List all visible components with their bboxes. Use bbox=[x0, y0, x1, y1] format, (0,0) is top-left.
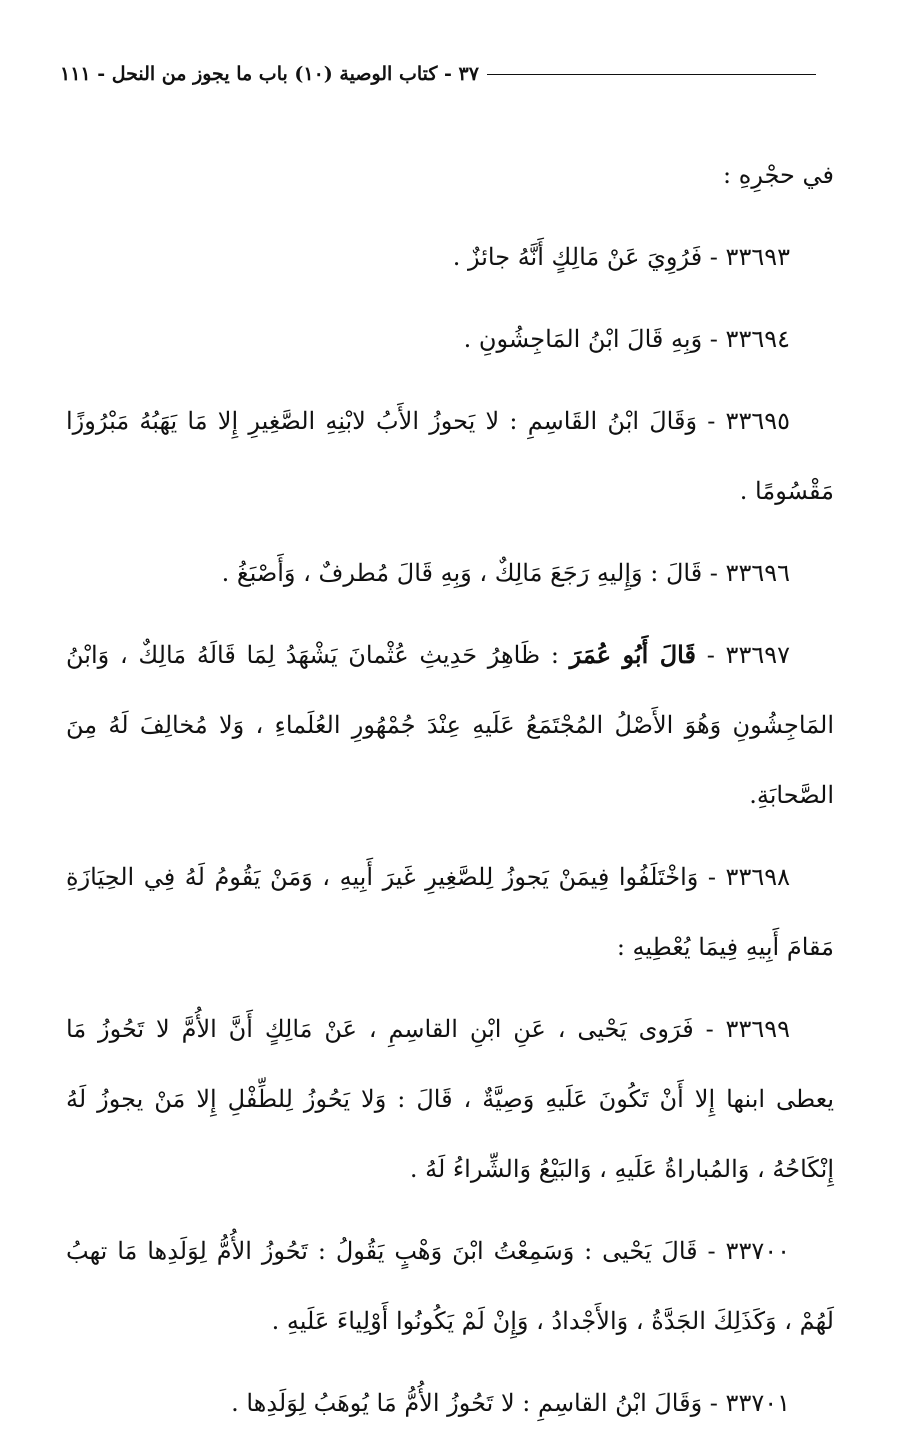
header-rule bbox=[487, 74, 816, 75]
paragraph-intro bbox=[66, 140, 834, 210]
paragraph-text: ٣٣٦٩٦ - قَالَ : وَإِليهِ رَجَعَ مَالِكٌ ، وَبِهِ قَالَ مُطرفٌ ، وَأَصْبَغُ . bbox=[221, 559, 790, 587]
paragraph-text: ٣٣٦٩٥ - وَقَالَ ابْنُ القَاسِمِ : لا يَحوزُ الأَبُ لابْنِهِ الصَّغِيرِ إِلا مَا يَهَبُهُ مَبْرُوزًا مَقْسُومًا . bbox=[66, 407, 834, 505]
paragraph-33700 bbox=[66, 1216, 834, 1356]
paragraph-text: في حجْرِهِ : bbox=[723, 161, 834, 189]
paragraph-text: ٣٣٧٠١ - وَقَالَ ابْنُ القاسِمِ : لا تَحُوزُ الأُمُّ مَا يُوهَبُ لِوَلَدِها . bbox=[231, 1389, 790, 1417]
paragraph-33698 bbox=[66, 842, 834, 982]
paragraph-33694 bbox=[66, 304, 834, 374]
paragraph-text: ٣٣٦٩٨ - وَاخْتَلَفُوا فِيمَنْ يَجوزُ لِلصَّغِيرِ غَيرَ أَبِيهِ ، وَمَنْ يَقُومُ لَهُ فِي الحِيَازَةِ مَقامَ أَبِيهِ فِيمَا يُعْطِيهِ : bbox=[66, 863, 834, 961]
paragraph-text: ٣٣٦٩٤ - وَبِهِ قَالَ ابْنُ المَاجِشُونِ . bbox=[463, 325, 790, 353]
author-heading: قَالَ أَبُو عُمَرَ bbox=[569, 640, 696, 669]
running-header bbox=[60, 58, 816, 90]
paragraph-33699 bbox=[66, 994, 834, 1204]
paragraph-text: ٣٣٦٩٣ - فَرُوِيَ عَنْ مَالِكٍ أَنَّهُ جائزٌ . bbox=[452, 243, 790, 271]
paragraph-text: ٣٣٦٩٩ - فَرَوى يَحْيى ، عَنِ ابْنِ القاسِمِ ، عَنْ مَالِكٍ أَنَّ الأُمَّ لا تَحُوزُ مَا يعطى ابنها إِلا أَنْ تَكُونَ عَلَيهِ وَصِيَّةٌ ، قَالَ : وَلا يَحُوزُ لِلطِّفْلِ إِلا مَنْ يجوزُ لَهُ إِنْكَاحُهُ ، وَالمُباراةُ عَلَيهِ ، وَالبَيْعُ وَالشِّراءُ لَهُ . bbox=[66, 1015, 834, 1183]
paragraph-text: ٣٣٧٠٠ - قَالَ يَحْيى : وَسَمِعْتُ ابْنَ وَهْبٍ يَقُولُ : تَحُوزُ الأُمُّ لِوَلَدِها مَا تهبُ لَهُمْ ، وَكَذَلِكَ الجَدَّةُ ، وَالأَجْدادُ ، وَإِنْ لَمْ يَكُونُوا أَوْلِياءَ عَلَيهِ . bbox=[66, 1237, 834, 1335]
page-body bbox=[66, 140, 834, 1450]
running-title: ٣٧ - كتاب الوصية (١٠) باب ما يجوز من النحل - ١١١ bbox=[60, 63, 479, 85]
paragraph-33697 bbox=[66, 620, 834, 830]
paragraph-33695 bbox=[66, 386, 834, 526]
paragraph-33693 bbox=[66, 222, 834, 292]
paragraph-33701 bbox=[66, 1368, 834, 1438]
paragraph-text: : ظَاهِرُ حَدِيثِ عُثْمانَ يَشْهَدُ لِمَا قَالَهُ مَالِكٌ ، وَابْنُ المَاجِشُونِ وَهُوَ الأَصْلُ المُجْتَمَعُ عَلَيهِ عِنْدَ جُمْهُورِ العُلَماءِ ، وَلا مُخالِفَ لَهُ مِنَ الصَّحابَةِ. bbox=[66, 641, 834, 809]
paragraph-33696 bbox=[66, 538, 834, 608]
paragraph-number: ٣٣٦٩٧ - bbox=[695, 641, 790, 669]
